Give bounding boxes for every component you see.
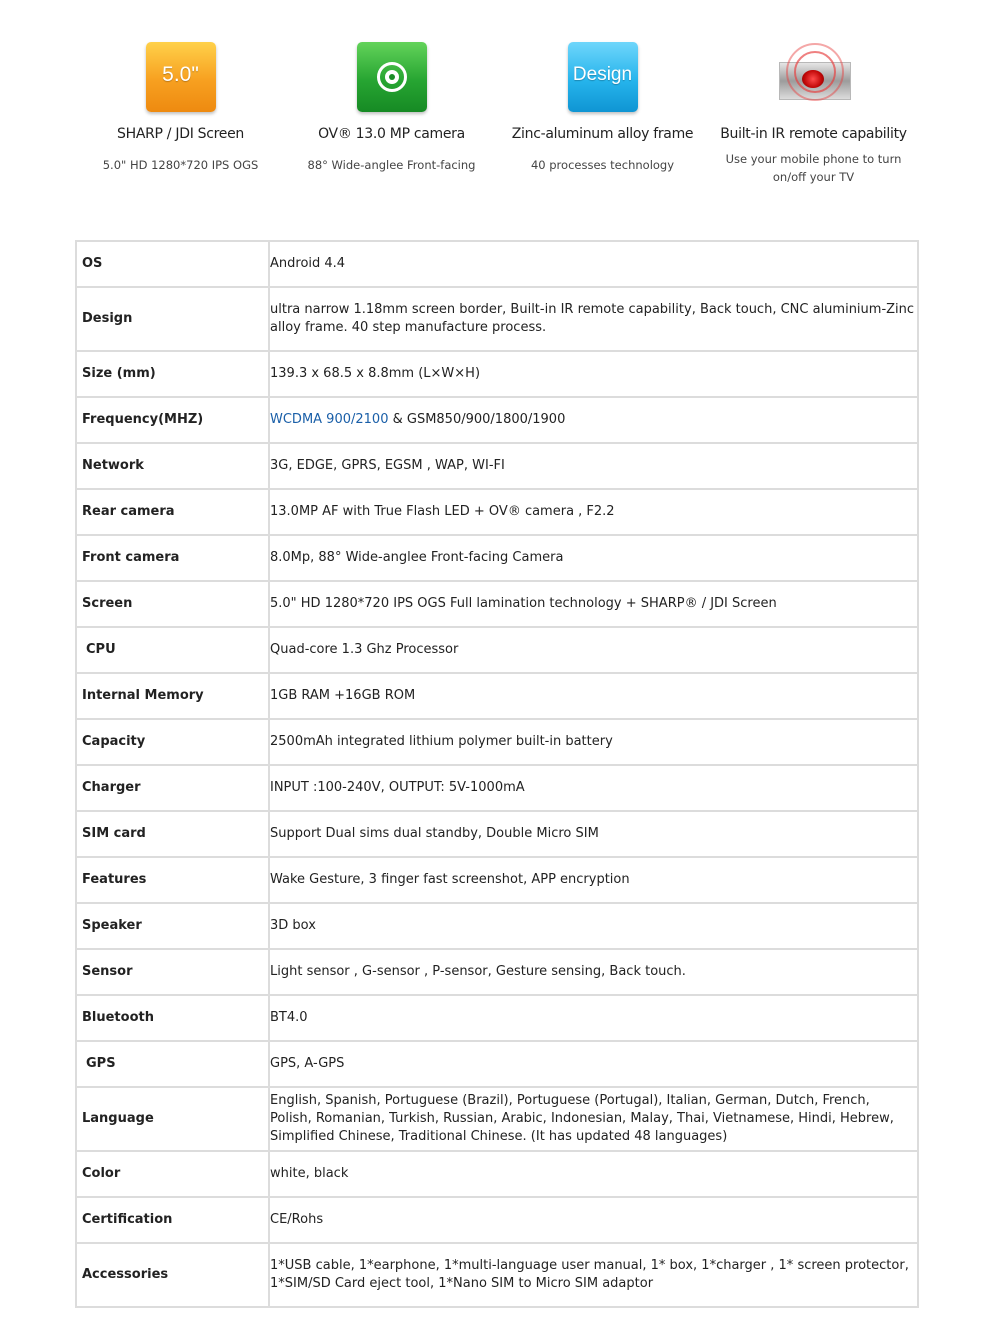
- spec-row: [76, 1151, 918, 1197]
- spec-row: [76, 1243, 918, 1307]
- spec-label: Certification: [76, 1197, 269, 1243]
- spec-row: [76, 535, 918, 581]
- camera-icon: [355, 40, 429, 114]
- feature-camera: [286, 40, 497, 174]
- feature-subtitle: 5.0" HD 1280*720 IPS OGS: [102, 158, 259, 172]
- spec-row: [76, 241, 918, 287]
- spec-value: Quad-core 1.3 Ghz Processor: [269, 627, 918, 673]
- spec-value: 2500mAh integrated lithium polymer built-in battery: [269, 719, 918, 765]
- spec-value: 3G, EDGE, GPRS, EGSM , WAP, WI-FI: [269, 443, 918, 489]
- spec-value: 13.0MP AF with True Flash LED + OV® camera , F2.2: [269, 489, 918, 535]
- spec-value: white, black: [269, 1151, 918, 1197]
- spec-label: Internal Memory: [76, 673, 269, 719]
- spec-row: [76, 903, 918, 949]
- spec-table: [75, 240, 919, 1308]
- spec-row: [76, 1087, 918, 1151]
- spec-value: 139.3 x 68.5 x 8.8mm (L×W×H): [269, 351, 918, 397]
- spec-label: Screen: [76, 581, 269, 627]
- feature-title: Built-in IR remote capability: [720, 126, 907, 142]
- spec-value: GPS, A-GPS: [269, 1041, 918, 1087]
- spec-value: Wake Gesture, 3 finger fast screenshot, APP encryption: [269, 857, 918, 903]
- feature-title: OV® 13.0 MP camera: [318, 126, 465, 142]
- spec-label: Network: [76, 443, 269, 489]
- spec-value: INPUT :100-240V, OUTPUT: 5V-1000mA: [269, 765, 918, 811]
- feature-subtitle: 88° Wide-anglee Front-facing: [307, 158, 476, 172]
- spec-label: Language: [76, 1087, 269, 1151]
- spec-label: Design: [76, 287, 269, 351]
- spec-value: 8.0Mp, 88° Wide-anglee Front-facing Camera: [269, 535, 918, 581]
- screen-icon-text: 5.0": [162, 63, 199, 86]
- spec-row: [76, 995, 918, 1041]
- spec-label: Features: [76, 857, 269, 903]
- spec-label: GPS: [76, 1041, 269, 1087]
- spec-label: Accessories: [76, 1243, 269, 1307]
- screen-5-inch-icon: [144, 40, 218, 114]
- spec-value: Android 4.4: [269, 241, 918, 287]
- spec-row: [76, 443, 918, 489]
- spec-row: [76, 857, 918, 903]
- spec-row: [76, 1197, 918, 1243]
- spec-label: Size (mm): [76, 351, 269, 397]
- frequency-rest: & GSM850/900/1800/1900: [388, 412, 566, 427]
- design-icon: [566, 40, 640, 114]
- spec-row: [76, 489, 918, 535]
- spec-value: 1GB RAM +16GB ROM: [269, 673, 918, 719]
- spec-label: Capacity: [76, 719, 269, 765]
- spec-label: Sensor: [76, 949, 269, 995]
- spec-row: [76, 581, 918, 627]
- spec-label: Color: [76, 1151, 269, 1197]
- spec-value: 1*USB cable, 1*earphone, 1*multi-language user manual, 1* box, 1*charger , 1* screen protector, 1*SIM/SD Card eject tool, 1*Nano SIM to Micro SIM adaptor: [269, 1243, 918, 1307]
- spec-value: ultra narrow 1.18mm screen border, Built-in IR remote capability, Back touch, CNC aluminium-Zinc alloy frame. 40 step manufacture process.: [269, 287, 918, 351]
- spec-value: 3D box: [269, 903, 918, 949]
- spec-value: English, Spanish, Portuguese (Brazil), Portuguese (Portugal), Italian, German, Dutch, French, Polish, Romanian, Turkish, Russian, Arabic, Indonesian, Malay, Thai, Vietnamese, Hindi, Hebrew, Simplified Chinese, Traditional Chinese. (It has updated 48 languages): [269, 1087, 918, 1151]
- spec-row: [76, 765, 918, 811]
- spec-label: Charger: [76, 765, 269, 811]
- spec-label: SIM card: [76, 811, 269, 857]
- spec-value: [269, 397, 918, 443]
- feature-title: SHARP / JDI Screen: [117, 126, 244, 142]
- design-icon-text: Design: [572, 64, 633, 85]
- spec-row: [76, 949, 918, 995]
- spec-label: Rear camera: [76, 489, 269, 535]
- feature-screen: [75, 40, 286, 174]
- spec-label: Bluetooth: [76, 995, 269, 1041]
- spec-row: [76, 287, 918, 351]
- spec-row: [76, 1041, 918, 1087]
- spec-row: [76, 351, 918, 397]
- spec-row: [76, 627, 918, 673]
- spec-label: Frequency(MHZ): [76, 397, 269, 443]
- spec-label: Front camera: [76, 535, 269, 581]
- feature-strip: [75, 40, 920, 200]
- feature-title: Zinc-aluminum alloy frame: [511, 126, 694, 142]
- spec-label: Speaker: [76, 903, 269, 949]
- feature-ir-remote: [708, 40, 919, 186]
- spec-value: BT4.0: [269, 995, 918, 1041]
- spec-row: [76, 673, 918, 719]
- spec-value: CE/Rohs: [269, 1197, 918, 1243]
- spec-label: CPU: [76, 627, 269, 673]
- feature-design: [497, 40, 708, 174]
- frequency-link[interactable]: WCDMA 900/2100: [270, 412, 389, 427]
- feature-subtitle: Use your mobile phone to turn on/off your TV: [725, 152, 902, 184]
- spec-row: [76, 397, 918, 443]
- spec-value: Support Dual sims dual standby, Double Micro SIM: [269, 811, 918, 857]
- feature-subtitle: 40 processes technology: [530, 158, 675, 172]
- spec-row: [76, 811, 918, 857]
- spec-value: Light sensor , G-sensor , P-sensor, Gesture sensing, Back touch.: [269, 949, 918, 995]
- ir-remote-icon: [769, 40, 859, 120]
- spec-label: OS: [76, 241, 269, 287]
- spec-row: [76, 719, 918, 765]
- spec-value: 5.0" HD 1280*720 IPS OGS Full lamination technology + SHARP® / JDI Screen: [269, 581, 918, 627]
